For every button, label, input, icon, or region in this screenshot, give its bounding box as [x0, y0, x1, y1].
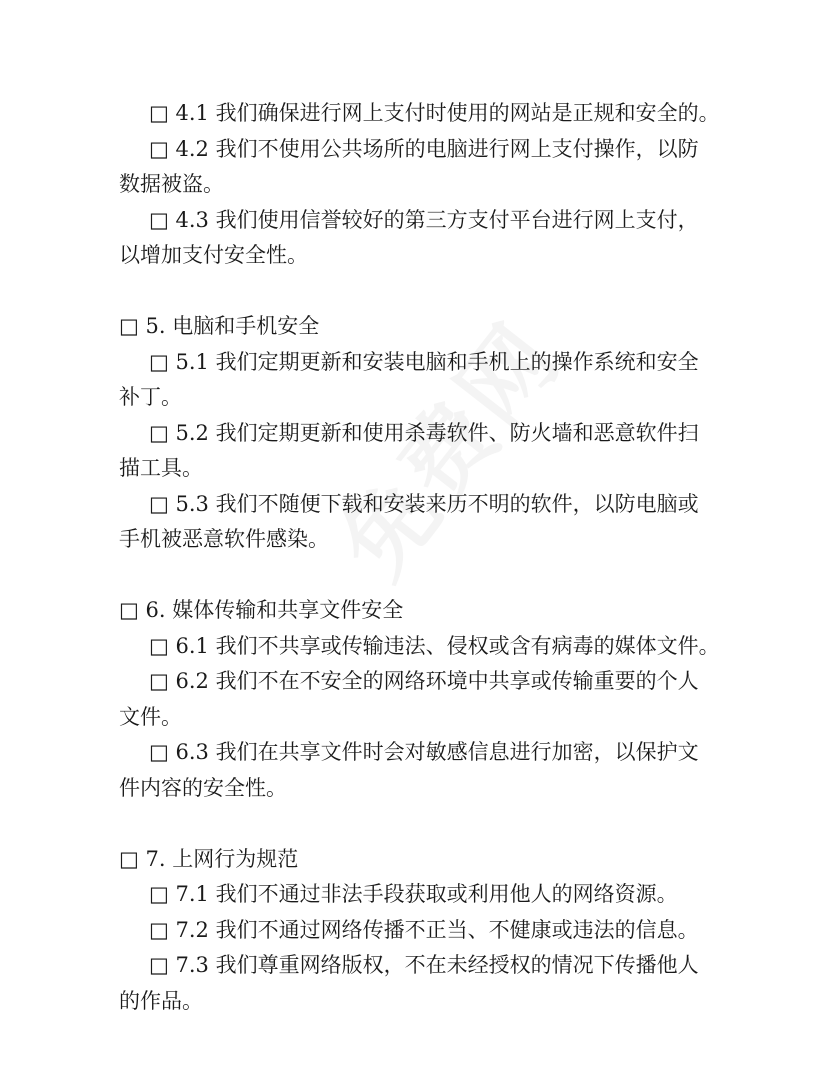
section	[119, 96, 731, 274]
checklist-item-text: □ 5.1 我们定期更新和安装电脑和手机上的操作系统和安全	[149, 349, 699, 374]
checklist-item-text: □ 4.1 我们确保进行网上支付时使用的网站是正规和安全的。	[149, 101, 720, 125]
document-body	[119, 96, 731, 1019]
checklist-item-text: □ 4.2 我们不使用公共场所的电脑进行网上支付操作，以防	[149, 136, 699, 161]
checklist-item-text: □ 7.1 我们不通过非法手段获取或利用他人的网络资源。	[149, 882, 678, 906]
checklist-item	[119, 132, 731, 203]
checklist-item	[119, 877, 731, 913]
checklist-item-continuation: 以增加支付安全性。	[119, 243, 308, 267]
checklist-item	[119, 664, 731, 735]
checklist-item	[119, 96, 731, 132]
checklist-item-text: □ 6.3 我们在共享文件时会对敏感信息进行加密，以保护文	[149, 740, 699, 764]
checklist-item-text: □ 6.1 我们不共享或传输违法、侵权或含有病毒的媒体文件。	[149, 633, 720, 658]
section-heading: □ 7. 上网行为规范	[119, 846, 299, 871]
checklist-item-text: □ 7.3 我们尊重网络版权，不在未经授权的情况下传播他人	[149, 953, 699, 977]
checklist-item	[119, 948, 731, 1019]
checklist-item-text: □ 7.2 我们不通过网络传播不正当、不健康或违法的信息。	[149, 917, 699, 942]
section-gap	[119, 274, 731, 310]
checklist-item	[119, 416, 731, 487]
checklist-item	[119, 735, 731, 806]
checklist-item	[119, 203, 731, 274]
section	[119, 309, 731, 558]
checklist-item-continuation: 手机被恶意软件感染。	[119, 527, 329, 551]
checklist-item-continuation: 文件。	[119, 704, 182, 729]
checklist-item-text: □ 5.2 我们定期更新和使用杀毒软件、防火墙和恶意软件扫	[149, 420, 699, 445]
checklist-item	[119, 913, 731, 949]
section-heading: □ 5. 电脑和手机安全	[119, 314, 320, 338]
checklist-item-continuation: 数据被盗。	[119, 172, 224, 196]
section-heading: □ 6. 媒体传输和共享文件安全	[119, 598, 404, 622]
checklist-item-continuation: 补丁。	[119, 385, 182, 409]
checklist-item	[119, 345, 731, 416]
checklist-item-text: □ 5.3 我们不随便下载和安装来历不明的软件，以防电脑或	[149, 491, 699, 516]
checklist-item-text: □ 4.3 我们使用信誉较好的第三方支付平台进行网上支付，	[149, 207, 699, 232]
checklist-item-continuation: 描工具。	[119, 456, 203, 480]
checklist-item	[119, 487, 731, 558]
checklist-item-continuation: 件内容的安全性。	[119, 775, 287, 800]
checklist-item-continuation: 的作品。	[119, 988, 203, 1013]
section-gap	[119, 806, 731, 842]
section	[119, 842, 731, 1020]
section-gap	[119, 558, 731, 594]
section	[119, 593, 731, 806]
checklist-item-text: □ 6.2 我们不在不安全的网络环境中共享或传输重要的个人	[149, 669, 699, 693]
checklist-item	[119, 629, 731, 665]
